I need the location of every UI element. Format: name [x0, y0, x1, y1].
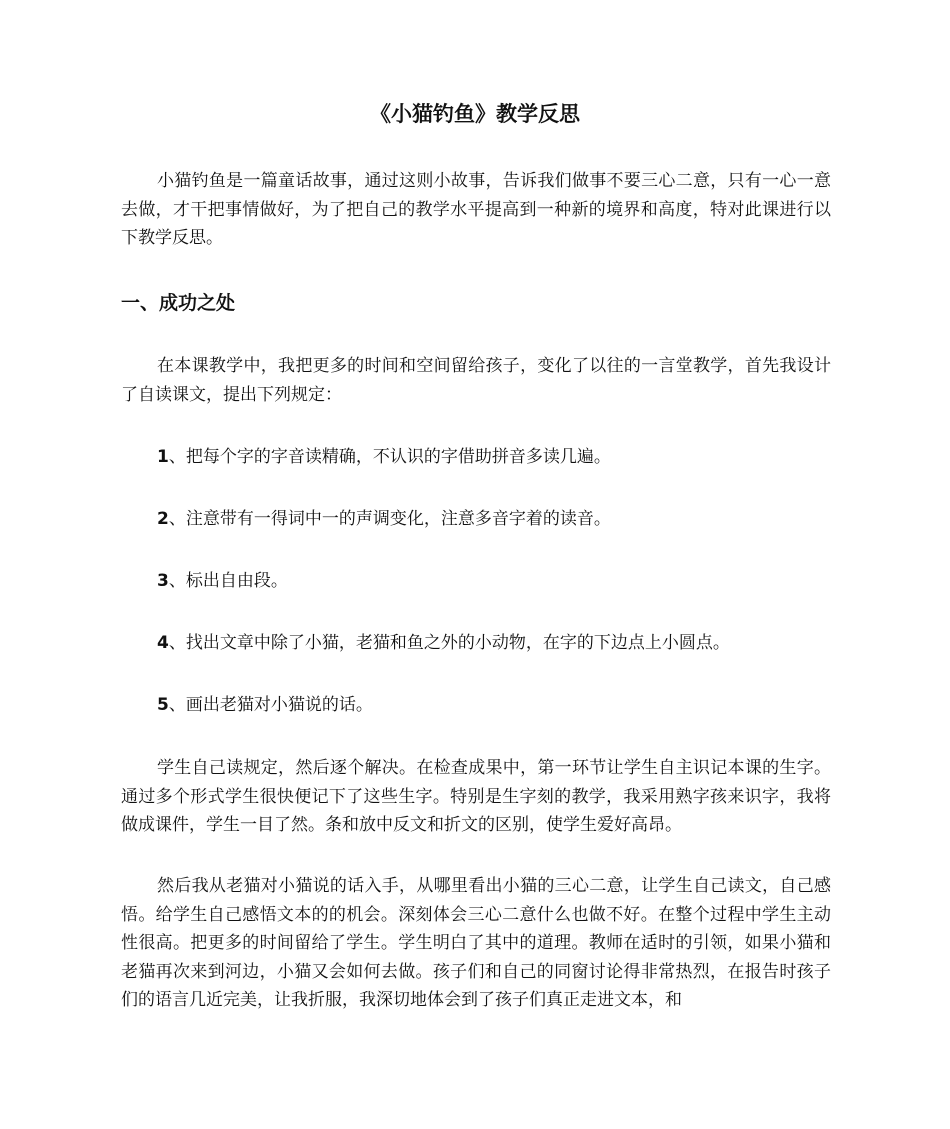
document-title: 《小猫钓鱼》教学反思 [370, 102, 580, 126]
list-item-text: 、标出自由段。 [168, 571, 288, 591]
list-item [157, 691, 837, 719]
list-item [157, 629, 837, 657]
section1-paragraph-3: 然后我从老猫对小猫说的话入手，从哪里看出小猫的三心二意，让学生自己读文，自己感悟。给学生自己感悟文本的的机会。深刻体会三心二意什么也做不好。在整个过程中学生主动性很高。把更多的时间留给了学生。学生明白了其中的道理。教师在适时的引领，如果小猫和老猫再次来到河边，小猫又会如何去做。孩子们和自己的同窗讨论得非常热烈，在报告时孩子们的语言几近完美，让我折服，我深切地体会到了孩子们真正走进文本，和 [121, 876, 831, 1010]
list-item-text: 、把每个字的字音读精确，不认识的字借助拼音多读几遍。 [168, 447, 611, 467]
list-item-number: 3 [157, 571, 169, 591]
list-item-number: 4 [157, 633, 169, 653]
list-item-number: 2 [157, 509, 169, 529]
list-item-number: 1 [157, 447, 169, 467]
intro-paragraph: 小猫钓鱼是一篇童话故事，通过这则小故事，告诉我们做事不要三心二意，只有一心一意去做，才干把事情做好，为了把自己的教学水平提高到一种新的境界和高度，特对此课进行以下教学反思。 [121, 171, 831, 248]
list-item-number: 5 [157, 695, 169, 715]
list-item-text: 、找出文章中除了小猫，老猫和鱼之外的小动物，在字的下边点上小圆点。 [168, 633, 730, 653]
section-heading-success: 一、成功之处 [121, 292, 236, 314]
list-item [157, 505, 837, 533]
section1-paragraph-2: 学生自己读规定，然后逐个解决。在检查成果中，第一环节让学生自主识记本课的生字。通过多个形式学生很快便记下了这些生字。特别是生字刻的教学，我采用熟字孩来识字，我将做成课件，学生一目了然。条和放中反文和折文的区别，使学生爱好高昂。 [121, 758, 831, 835]
list-item-text: 、画出老猫对小猫说的话。 [168, 695, 373, 715]
list-item [157, 443, 837, 471]
section1-paragraph-1: 在本课教学中，我把更多的时间和空间留给孩子，变化了以往的一言堂教学，首先我设计了自读课文，提出下列规定： [121, 356, 831, 405]
list-item [157, 567, 837, 595]
list-item-text: 、注意带有一得词中一的声调变化，注意多音字着的读音。 [168, 509, 611, 529]
